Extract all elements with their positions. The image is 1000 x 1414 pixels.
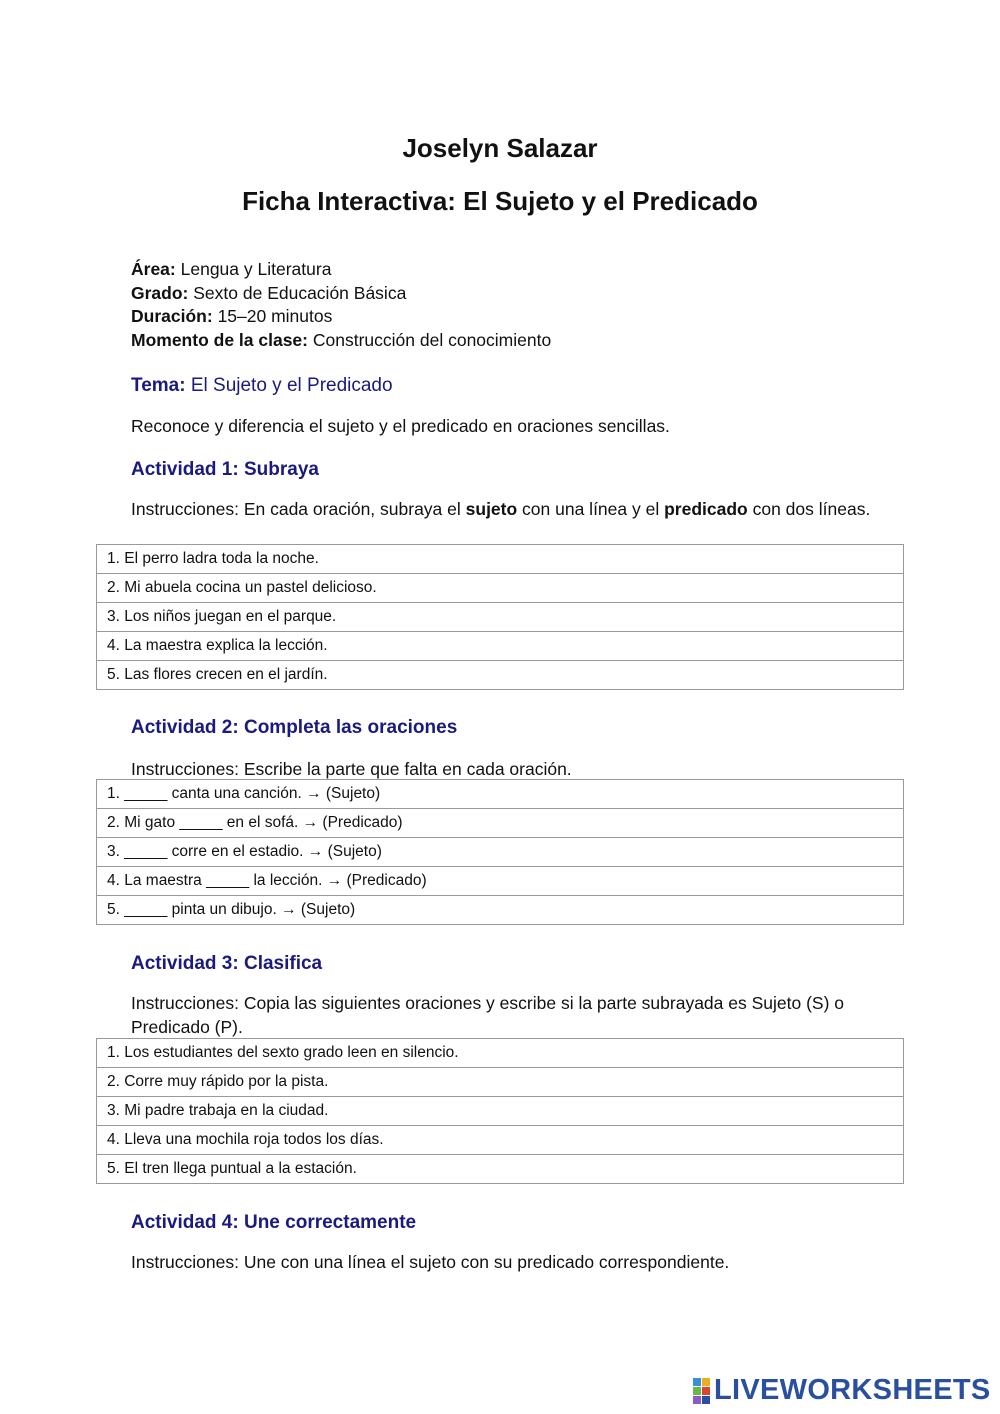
meta-label: Duración: [131, 306, 213, 327]
meta-label: Grado: [131, 282, 189, 303]
page-title: Ficha Interactiva: El Sujeto y el Predicado [242, 186, 758, 216]
classify-cell[interactable]: 4. Lleva una mochila roja todos los días. [97, 1126, 904, 1155]
table-row [97, 545, 904, 574]
liveworksheets-brand: LIVEWORKSHEETS [714, 1374, 991, 1406]
meta-value: Construcción del conocimiento [312, 330, 552, 351]
activity-3-heading: Actividad 3: Clasifica [131, 953, 323, 974]
activity-1-heading: Actividad 1: Subraya [131, 459, 319, 480]
activity-3-table [96, 1038, 904, 1184]
activity-1-instructions [131, 497, 891, 521]
instruction-text: con una línea y el [517, 499, 665, 519]
sentence-cell[interactable]: 3. Los niños juegan en el parque. [97, 603, 904, 632]
table-row [97, 809, 904, 838]
table-row [97, 867, 904, 896]
fill-blank-cell[interactable]: 3. _____ corre en el estadio. → (Sujeto) [97, 838, 904, 867]
meta-block [131, 258, 551, 353]
table-row [97, 1126, 904, 1155]
fill-blank-cell[interactable]: 1. _____ canta una canción. → (Sujeto) [97, 780, 904, 809]
meta-grade [131, 282, 551, 306]
meta-duration [131, 305, 551, 329]
liveworksheets-logo-icon [693, 1378, 710, 1404]
activity-3-instructions: Instrucciones: Copia las siguientes oraciones y escribe si la parte subrayada es Sujeto (S) o Predicado (P). [131, 993, 845, 1037]
sentence-cell[interactable]: 5. Las flores crecen en el jardín. [97, 661, 904, 690]
fill-blank-cell[interactable]: 5. _____ pinta un dibujo. → (Sujeto) [97, 896, 904, 925]
liveworksheets-logo [693, 1374, 991, 1407]
table-row [97, 1039, 904, 1068]
instruction-text: Instrucciones: En cada oración, subraya el [131, 499, 466, 519]
classify-cell[interactable]: 3. Mi padre trabaja en la ciudad. [97, 1097, 904, 1126]
table-row [97, 838, 904, 867]
topic-line [131, 375, 393, 397]
fill-blank-cell[interactable]: 4. La maestra _____ la lección. → (Predicado) [97, 867, 904, 896]
objective-text: Reconoce y diferencia el sujeto y el predicado en oraciones sencillas. [131, 416, 670, 436]
table-row [97, 1068, 904, 1097]
author-name: Joselyn Salazar [402, 133, 598, 163]
table-row [97, 1097, 904, 1126]
meta-label: Área: [131, 259, 176, 279]
meta-label: Momento de la clase: [131, 330, 308, 351]
meta-moment [131, 329, 551, 353]
instruction-text: con dos líneas. [747, 499, 871, 519]
table-row [97, 603, 904, 632]
classify-cell[interactable]: 2. Corre muy rápido por la pista. [97, 1068, 904, 1097]
sentence-cell[interactable]: 2. Mi abuela cocina un pastel delicioso. [97, 574, 904, 603]
meta-value: Sexto de Educación Básica [193, 282, 407, 303]
topic-label: Tema: [131, 375, 186, 396]
meta-area [131, 258, 551, 282]
meta-value: Lengua y Literatura [180, 259, 332, 279]
table-row [97, 574, 904, 603]
table-row [97, 896, 904, 925]
activity-2-table [96, 779, 904, 925]
activity-1-table [96, 544, 904, 690]
table-row [97, 632, 904, 661]
meta-value: 15–20 minutos [217, 306, 333, 327]
activity-2-heading: Actividad 2: Completa las oraciones [131, 717, 458, 738]
sentence-cell[interactable]: 4. La maestra explica la lección. [97, 632, 904, 661]
topic-value: El Sujeto y el Predicado [190, 375, 393, 396]
table-row [97, 661, 904, 690]
activity-4-heading: Actividad 4: Une correctamente [131, 1212, 417, 1233]
instruction-bold: sujeto [465, 499, 518, 519]
classify-cell[interactable]: 5. El tren llega puntual a la estación. [97, 1155, 904, 1184]
fill-blank-cell[interactable]: 2. Mi gato _____ en el sofá. → (Predicado) [97, 809, 904, 838]
classify-cell[interactable]: 1. Los estudiantes del sexto grado leen en silencio. [97, 1039, 904, 1068]
instruction-bold: predicado [664, 499, 748, 519]
table-row [97, 1155, 904, 1184]
activity-4-instructions: Instrucciones: Une con una línea el sujeto con su predicado correspondiente. [131, 1252, 730, 1272]
sentence-cell[interactable]: 1. El perro ladra toda la noche. [97, 545, 904, 574]
table-row [97, 780, 904, 809]
activity-2-instructions: Instrucciones: Escribe la parte que falta en cada oración. [131, 759, 572, 779]
